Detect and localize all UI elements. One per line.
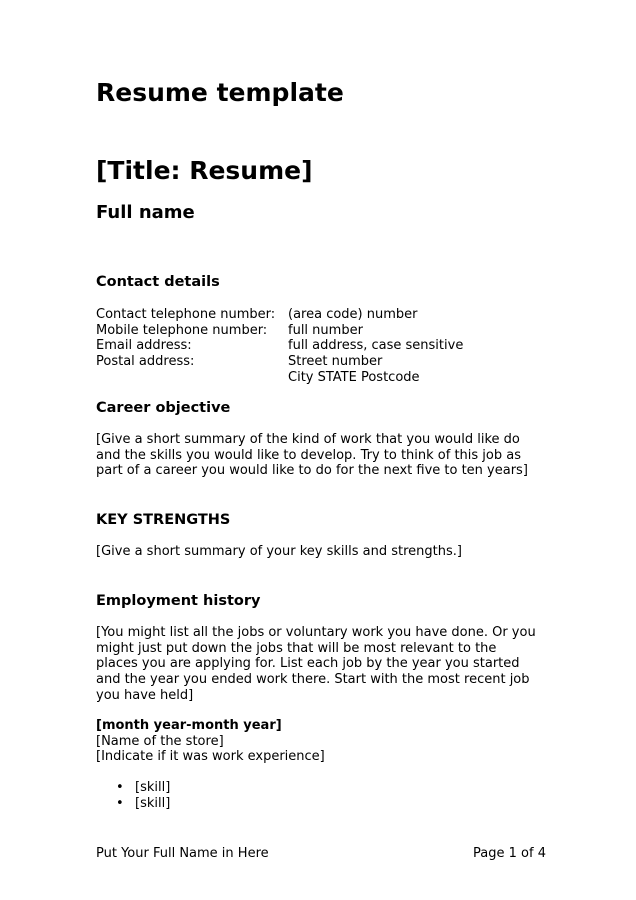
contact-value: Street number (288, 354, 383, 370)
strengths-heading: KEY STRENGTHS (96, 512, 231, 528)
career-line: and the skills you would like to develop. Try to think of this job as (96, 447, 522, 463)
employment-line: places you are applying for. List each job by the year you started (96, 656, 520, 672)
strengths-text: [Give a short summary of your key skills and strengths.] (96, 544, 462, 559)
contact-label: Postal address: (96, 354, 195, 370)
bullet-icon: • (116, 780, 124, 795)
full-name: Full name (96, 202, 195, 223)
job-dates: [month year-month year] (96, 718, 282, 733)
contact-label: Contact telephone number: (96, 307, 276, 322)
contact-heading: Contact details (96, 274, 220, 290)
employment-line: might just put down the jobs that will be most relevant to the (96, 640, 497, 656)
skill-text: [skill] (135, 780, 171, 795)
career-line: [Give a short summary of the kind of work that you would like do (96, 432, 520, 447)
job-note: [Indicate if it was work experience] (96, 749, 325, 765)
contact-label: Mobile telephone number: (96, 322, 268, 338)
resume-title: [Title: Resume] (96, 156, 313, 185)
skill-text: [skill] (135, 795, 171, 811)
contact-value: full number (288, 322, 363, 338)
bullet-icon: • (116, 795, 124, 811)
employment-line: and the year you ended work there. Start with the most recent job (96, 672, 530, 688)
contact-value: (area code) number (288, 307, 418, 322)
footer-name: Put Your Full Name in Here (96, 846, 269, 861)
employment-heading: Employment history (96, 593, 261, 609)
contact-value: City STATE Postcode (288, 369, 420, 385)
career-line: part of a career you would like to do for the next five to ten years] (96, 463, 528, 479)
document-heading: Resume template (96, 78, 344, 107)
employment-line: [You might list all the jobs or voluntary work you have done. Or you (96, 625, 536, 640)
footer-page-number: Page 1 of 4 (473, 846, 546, 861)
career-text (96, 432, 528, 479)
job-store: [Name of the store] (96, 733, 224, 749)
career-heading: Career objective (96, 400, 231, 416)
contact-label: Email address: (96, 338, 192, 354)
employment-text (96, 625, 536, 704)
employment-line: you have held] (96, 687, 194, 703)
contact-value: full address, case sensitive (288, 338, 464, 354)
job-entry (96, 718, 325, 765)
